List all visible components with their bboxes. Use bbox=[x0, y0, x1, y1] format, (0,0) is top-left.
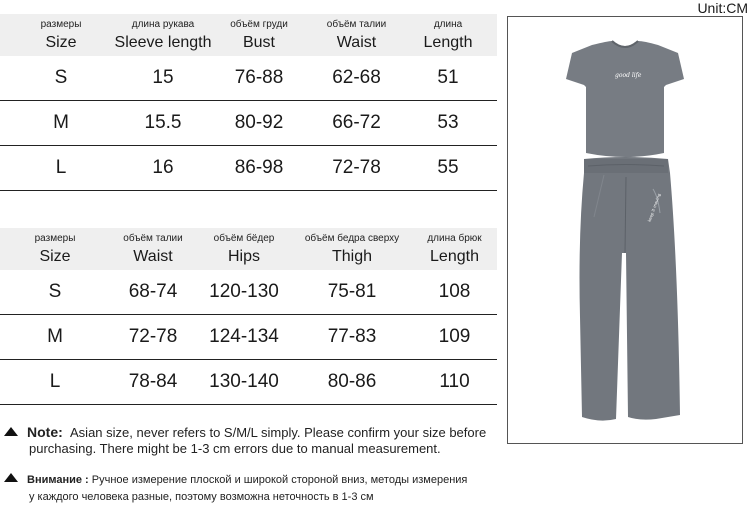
pants-size-table bbox=[0, 228, 497, 405]
header-cell-hips bbox=[196, 228, 292, 270]
cell-length: 53 bbox=[437, 112, 459, 133]
cell-length: 51 bbox=[437, 67, 459, 88]
header-en: Length bbox=[430, 247, 479, 265]
cell-bust: 86-98 bbox=[234, 157, 284, 178]
header-en: Size bbox=[39, 247, 71, 265]
header-ru: размеры bbox=[34, 232, 76, 244]
cell-hips: 124-134 bbox=[209, 326, 279, 347]
cell-waist: 68-74 bbox=[128, 281, 178, 302]
pants-shape bbox=[580, 157, 681, 421]
cell-hips: 120-130 bbox=[209, 281, 279, 302]
table-header bbox=[0, 228, 497, 270]
header-cell-bust bbox=[204, 14, 314, 56]
table-row bbox=[0, 101, 497, 146]
header-ru: длина рукава bbox=[131, 18, 195, 30]
cell-sleeve: 15.5 bbox=[144, 112, 182, 133]
header-ru: размеры bbox=[40, 18, 82, 30]
english-note bbox=[4, 424, 509, 457]
cell-bust: 76-88 bbox=[234, 67, 284, 88]
cell-size: M bbox=[47, 326, 63, 347]
cell-sleeve: 15 bbox=[152, 67, 174, 88]
cell-length: 108 bbox=[438, 281, 471, 302]
table-row bbox=[0, 315, 497, 360]
header-cell-size bbox=[0, 14, 122, 56]
header-ru: объём бёдер bbox=[213, 232, 275, 244]
header-en: Hips bbox=[227, 247, 260, 265]
header-en: Sleeve length bbox=[114, 33, 212, 51]
cell-size: S bbox=[48, 281, 62, 302]
pants-print: keep it moving bbox=[646, 192, 662, 223]
unit-label: Unit:CM bbox=[697, 0, 748, 16]
header-en: Waist bbox=[133, 247, 173, 265]
header-ru: объём груди bbox=[230, 18, 288, 30]
table-row bbox=[0, 360, 497, 405]
outfit-illustration bbox=[508, 17, 742, 443]
cell-size: S bbox=[54, 67, 68, 88]
header-ru: длина брюк bbox=[427, 232, 482, 244]
header-ru: длина bbox=[433, 18, 463, 30]
shirt-print: good life bbox=[615, 72, 642, 79]
cell-sleeve: 16 bbox=[152, 157, 174, 178]
header-cell-sleeve bbox=[114, 14, 212, 56]
header-en: Thigh bbox=[331, 247, 373, 265]
cell-waist: 78-84 bbox=[128, 371, 178, 392]
note-label: Внимание : bbox=[27, 474, 89, 486]
cell-bust: 80-92 bbox=[234, 112, 284, 133]
note-line: Ручное измерение плоской и широкой стороной вниз, методы измерения bbox=[91, 474, 468, 486]
note-label: Note: bbox=[27, 424, 63, 440]
cell-thigh: 77-83 bbox=[327, 326, 377, 347]
table-row bbox=[0, 146, 497, 191]
header-ru: объём талии bbox=[326, 18, 387, 30]
header-en: Length bbox=[423, 33, 473, 51]
tshirt-shape bbox=[566, 41, 684, 157]
header-cell-waist bbox=[314, 14, 399, 56]
warning-triangle-icon bbox=[4, 427, 18, 436]
product-photo bbox=[507, 16, 743, 444]
top-size-table bbox=[0, 14, 497, 191]
header-en: Waist bbox=[336, 33, 377, 51]
note-line: Asian size, never refers to S/M/L simply. Please confirm your size before bbox=[70, 425, 487, 440]
cell-size: L bbox=[49, 371, 61, 392]
header-cell-waist bbox=[110, 228, 196, 270]
note-line: у каждого человека разные, поэтому возможна неточность в 1-3 см bbox=[29, 491, 374, 503]
cell-size: L bbox=[55, 157, 67, 178]
cell-length: 55 bbox=[437, 157, 459, 178]
cell-waist: 62-68 bbox=[332, 67, 381, 88]
table-header bbox=[0, 14, 497, 56]
table-row bbox=[0, 270, 497, 315]
header-cell-size bbox=[0, 228, 110, 270]
header-cell-thigh bbox=[292, 228, 412, 270]
cell-waist: 72-78 bbox=[128, 326, 178, 347]
cell-length: 110 bbox=[439, 371, 470, 392]
cell-waist: 72-78 bbox=[332, 157, 381, 178]
header-en: Bust bbox=[242, 33, 275, 51]
table-row bbox=[0, 56, 497, 101]
cell-length: 109 bbox=[438, 326, 471, 347]
header-cell-length bbox=[399, 14, 497, 56]
russian-note bbox=[4, 472, 467, 506]
cell-waist: 66-72 bbox=[332, 112, 381, 133]
cell-hips: 130-140 bbox=[209, 371, 279, 392]
cell-thigh: 80-86 bbox=[327, 371, 377, 392]
header-cell-length bbox=[412, 228, 497, 270]
header-en: Size bbox=[45, 33, 77, 51]
cell-thigh: 75-81 bbox=[327, 281, 377, 302]
cell-size: M bbox=[53, 112, 69, 133]
warning-triangle-icon bbox=[4, 473, 18, 482]
header-ru: объём бедра сверху bbox=[304, 232, 400, 244]
header-ru: объём талии bbox=[123, 232, 183, 244]
note-line: purchasing. There might be 1-3 cm errors due to manual measurement. bbox=[29, 441, 441, 456]
